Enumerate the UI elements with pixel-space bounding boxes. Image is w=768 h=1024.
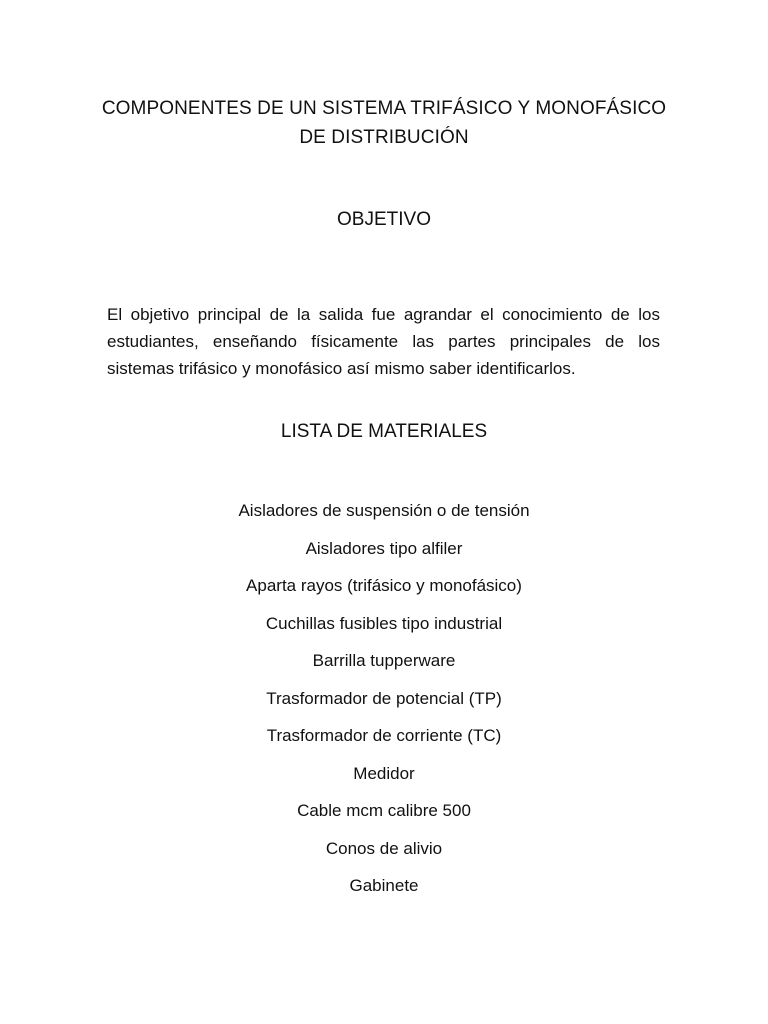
material-item: Barrilla tupperware [312, 651, 456, 670]
material-item: Gabinete [349, 876, 419, 895]
title-line-2: DE DISTRIBUCIÓN [299, 127, 469, 148]
material-item: Aparta rayos (trifásico y monofásico) [246, 576, 522, 595]
material-item: Cable mcm calibre 500 [297, 801, 471, 820]
objective-heading: OBJETIVO [337, 209, 431, 230]
title-line-1: COMPONENTES DE UN SISTEMA TRIFÁSICO Y MONOFÁSICO [101, 98, 667, 119]
material-item: Trasformador de corriente (TC) [266, 726, 502, 745]
material-item: Conos de alivio [325, 838, 443, 858]
document-title [0, 94, 768, 152]
materials-list [0, 499, 768, 912]
material-item: Aisladores de suspensión o de tensión [238, 501, 530, 520]
objective-paragraph: El objetivo principal de la salida fue agrandar el conocimiento de los estudiantes, enseñando físicamente las partes principales de los sistemas trifásico y monofásico así mismo saber identificarlos. [107, 305, 660, 378]
material-item: Aisladores tipo alfiler [305, 538, 463, 558]
materials-heading: LISTA DE MATERIALES [280, 421, 488, 442]
material-item: Medidor [353, 763, 415, 783]
material-item: Cuchillas fusibles tipo industrial [265, 613, 503, 633]
material-item: Trasformador de potencial (TP) [266, 688, 502, 708]
